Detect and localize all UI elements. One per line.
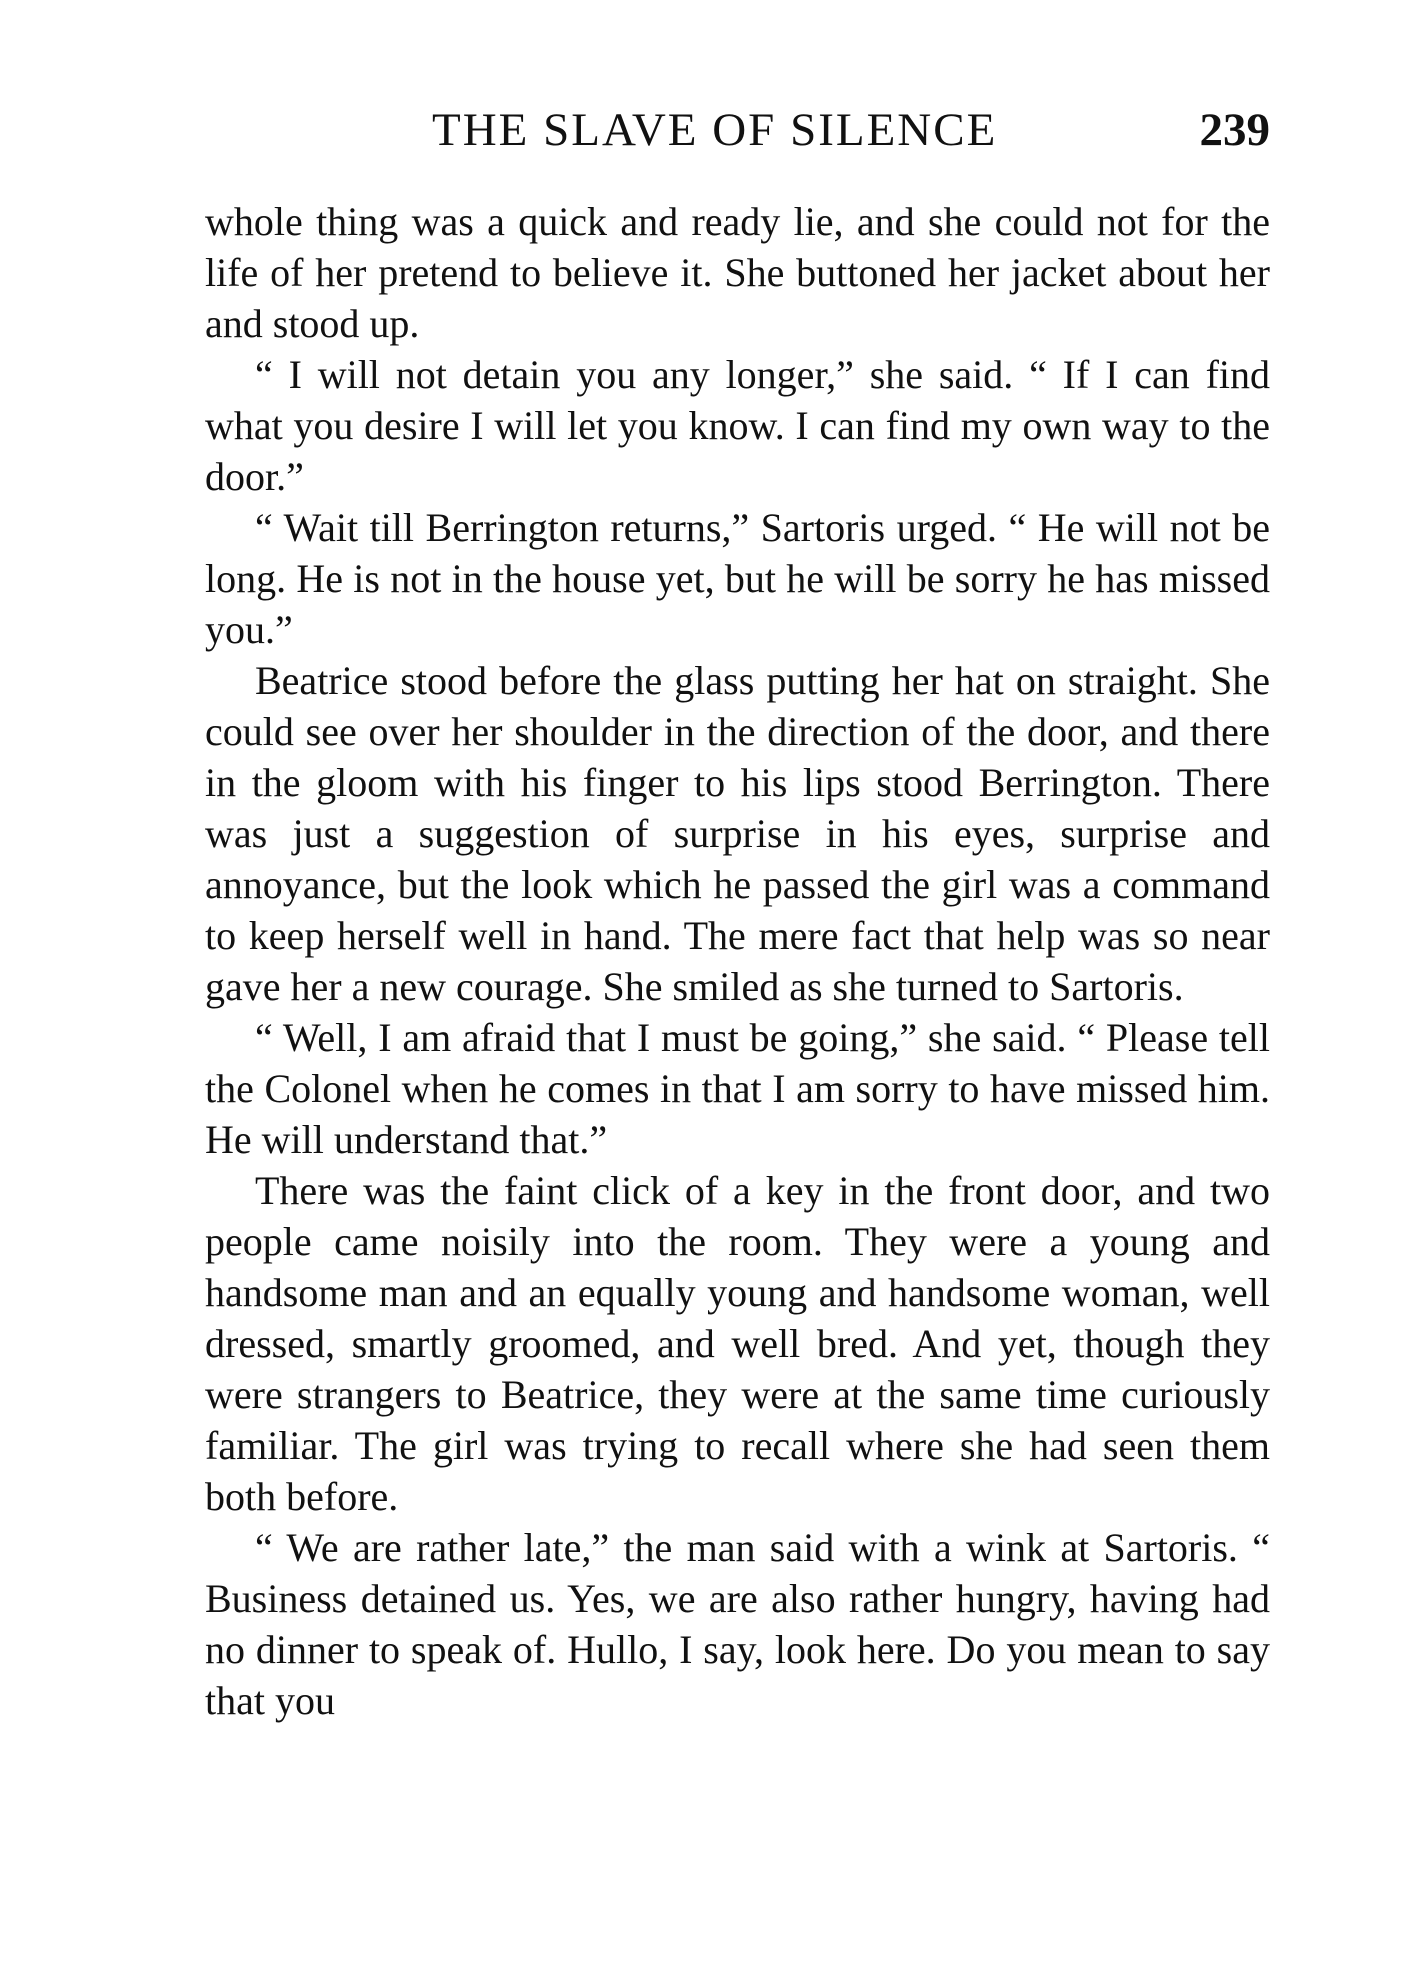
paragraph: “ We are rather late,” the man said with a wink at Sartoris. “ Business detained us. Yes, we are also rather hungry, having had no dinner to speak of. Hullo, I say, look here. Do you mean to say that you <box>205 1525 1270 1723</box>
paragraph: “ I will not detain you any longer,” she said. “ If I can find what you desire I will let you know. I can find my own way to the door.” <box>205 352 1270 499</box>
page-number: 239 <box>1199 104 1270 156</box>
running-head <box>205 100 1270 160</box>
paragraph: “ Wait till Berrington returns,” Sartoris urged. “ He will not be long. He is not in the house yet, but he will be sorry he has missed you.” <box>205 505 1270 652</box>
body-text <box>205 196 1270 1726</box>
paragraph: whole thing was a quick and ready lie, and she could not for the life of her pretend to believe it. She buttoned her jacket about her and stood up. <box>205 199 1270 346</box>
running-title: THE SLAVE OF SILENCE <box>432 104 998 156</box>
paragraph: Beatrice stood before the glass putting her hat on straight. She could see over her shoulder in the direction of the door, and there in the gloom with his finger to his lips stood Berrington. There was just a suggestion of surprise in his eyes, surprise and annoyance, but the look which he passed the girl was a command to keep herself well in hand. The mere fact that help was so near gave her a new courage. She smiled as she turned to Sartoris. <box>205 658 1270 1009</box>
paragraph: “ Well, I am afraid that I must be going,” she said. “ Please tell the Colonel when he comes in that I am sorry to have missed him. He will understand that.” <box>205 1015 1270 1162</box>
paragraph: There was the faint click of a key in the front door, and two people came noisily into the room. They were a young and handsome man and an equally young and handsome woman, well dressed, smartly groomed, and well bred. And yet, though they were strangers to Beatrice, they were at the same time curiously familiar. The girl was trying to recall where she had seen them both before. <box>205 1168 1270 1519</box>
